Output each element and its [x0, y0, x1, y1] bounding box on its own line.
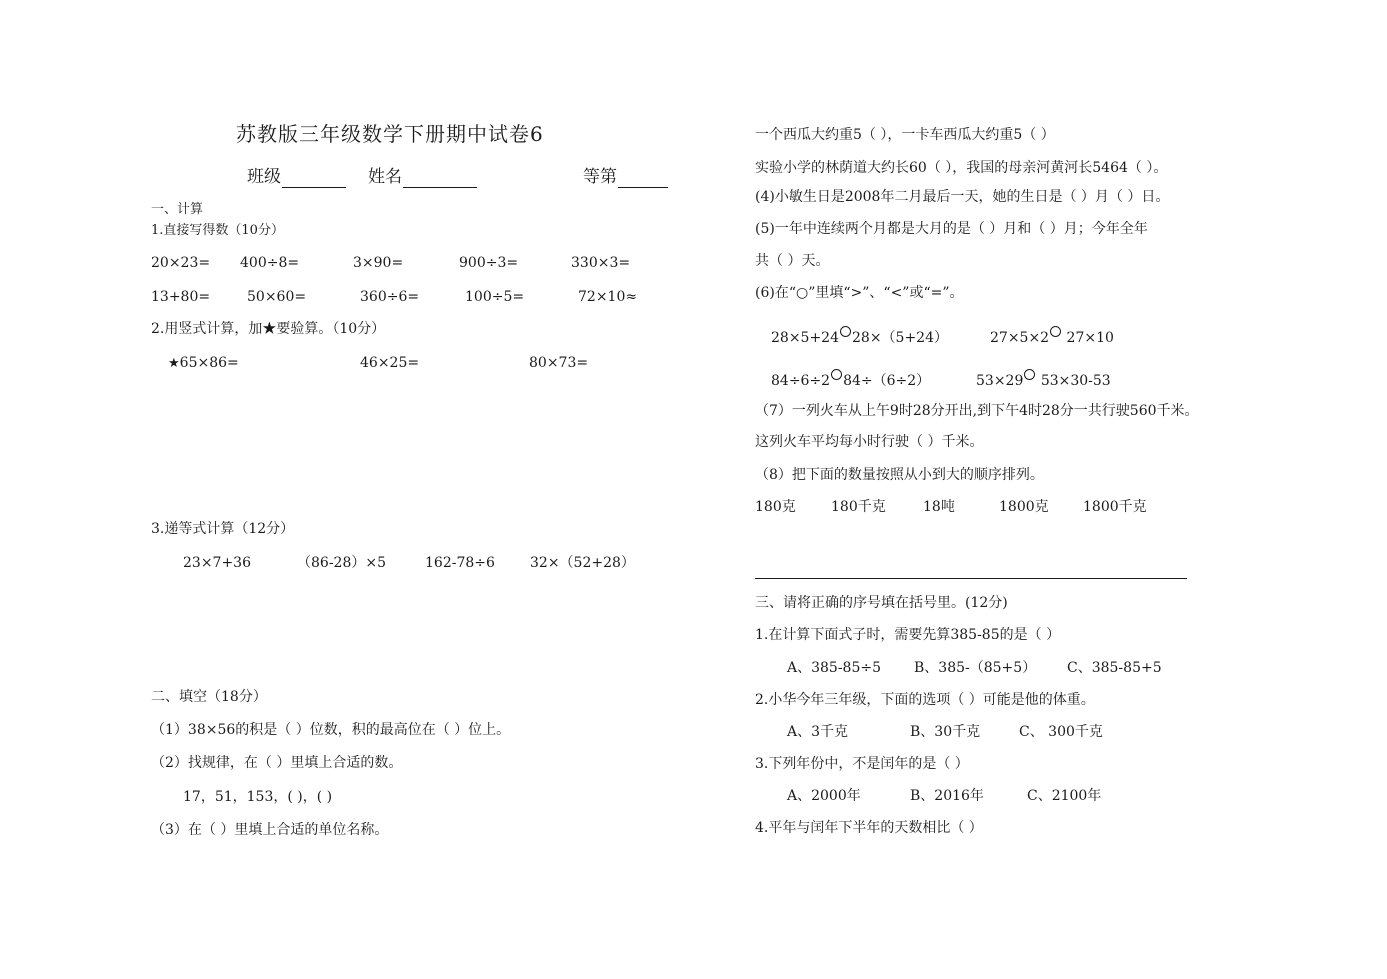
fill-question-7-cont: 这列火车平均每小时行驶（ ）千米。: [755, 434, 984, 450]
q3-item: （86-28）×5: [297, 555, 386, 571]
q1-item: 400÷8=: [240, 255, 300, 271]
compare-circle[interactable]: [831, 369, 842, 380]
q2-item-starred: [168, 354, 239, 373]
section-2-heading: 二、填空（18分）: [151, 689, 267, 705]
choice-question-1: 1.在计算下面式子时，需要先算385-85的是（ ）: [755, 627, 1061, 643]
fill-line: 一个西瓜大约重5（ ），一卡车西瓜大约重5（ ）: [755, 127, 1055, 143]
name-blank[interactable]: [403, 171, 477, 188]
quantity-item: 1800千克: [1083, 499, 1147, 515]
compare-item: [771, 326, 948, 347]
q1-item: 50×60=: [247, 289, 307, 305]
section-3-heading: 三、请将正确的序号填在括号里。(12分): [755, 595, 1008, 611]
compare-circle[interactable]: [1050, 326, 1061, 337]
choice-option: C、2100年: [1027, 788, 1102, 804]
choice-option: A、3千克: [787, 724, 849, 740]
compare-left: 84÷6÷2: [771, 373, 831, 389]
q1-item: 13+80=: [151, 289, 211, 305]
q1-item: 360÷6=: [360, 289, 420, 305]
q1-item: 72×10≈: [578, 289, 638, 305]
fill-line: 实验小学的林荫道大约长60（ ），我国的母亲河黄河长5464（ ）。: [755, 160, 1168, 176]
choice-option: C、385-85+5: [1067, 660, 1162, 676]
class-blank[interactable]: [282, 171, 346, 188]
compare-right: 53×30-53: [1040, 373, 1111, 389]
q1-heading: 1.直接写得数（10分）: [151, 223, 284, 238]
q1-item: 100÷5=: [465, 289, 525, 305]
class-field: [247, 166, 346, 188]
choice-option: B、2016年: [910, 788, 984, 804]
page-title: 苏教版三年级数学下册期中试卷6: [236, 122, 544, 146]
q2-item: 80×73=: [529, 355, 589, 371]
choice-question-4: 4.平年与闰年下半年的天数相比（ ）: [755, 820, 983, 836]
q3-item: 23×7+36: [183, 555, 251, 571]
compare-item: [976, 369, 1111, 390]
section-1-heading: 一、计算: [151, 202, 204, 217]
star-icon: ★: [168, 356, 180, 371]
compare-item: [990, 326, 1114, 347]
q2-item: 65×86=: [179, 355, 239, 371]
compare-right: 28×（5+24）: [852, 330, 948, 346]
compare-item: [771, 369, 930, 390]
fill-question-3: （3）在（ ）里填上合适的单位名称。: [151, 822, 389, 838]
choice-option: B、30千克: [910, 724, 981, 740]
quantity-item: 180千克: [831, 499, 886, 515]
fill-question-5-cont: 共（ ）天。: [755, 253, 830, 269]
q1-item: 3×90=: [353, 255, 404, 271]
choice-question-3: 3.下列年份中，不是闰年的是（ ）: [755, 756, 969, 772]
q3-item: 32×（52+28）: [530, 555, 635, 571]
grade-field: [583, 166, 668, 188]
q2-item: 46×25=: [360, 355, 420, 371]
quantity-item: 1800克: [999, 499, 1049, 515]
choice-question-2: 2.小华今年三年级，下面的选项（ ）可能是他的体重。: [755, 692, 1095, 708]
compare-circle[interactable]: [840, 326, 851, 337]
compare-circle[interactable]: [1024, 369, 1035, 380]
choice-option: C、 300千克: [1019, 724, 1103, 740]
grade-label: 等第: [583, 167, 617, 187]
name-field: [368, 166, 477, 188]
class-label: 班级: [247, 167, 281, 187]
fill-question-4: (4)小敏生日是2008年二月最后一天，她的生日是（ ）月（ ）日。: [755, 189, 1170, 205]
divider-line: [755, 578, 1187, 579]
choice-option: B、385-（85+5）: [914, 660, 1037, 676]
q1-item: 330×3=: [571, 255, 631, 271]
q1-item: 20×23=: [151, 255, 211, 271]
fill-question-7: （7）一列火车从上午9时28分开出,到下午4时28分一共行驶560千米。: [755, 403, 1199, 419]
choice-option: A、2000年: [787, 788, 861, 804]
compare-right: 84÷（6÷2）: [843, 373, 931, 389]
compare-left: 28×5+24: [771, 330, 839, 346]
fill-question-6: (6)在“○”里填“>”、“<”或“=”。: [755, 285, 964, 301]
q2-heading: 2.用竖式计算，加★要验算。（10分）: [151, 321, 386, 337]
choice-option: A、385-85÷5: [787, 660, 882, 676]
q3-heading: 3.递等式计算（12分）: [151, 521, 295, 537]
q1-item: 900÷3=: [459, 255, 519, 271]
fill-question-2-sequence: 17，51，153，( )，( ): [183, 789, 333, 805]
quantity-item: 180克: [755, 499, 796, 515]
fill-question-1: （1）38×56的积是（ ）位数，积的最高位在（ ）位上。: [151, 722, 511, 738]
grade-blank[interactable]: [618, 171, 668, 188]
name-label: 姓名: [368, 167, 402, 187]
compare-left: 27×5×2: [990, 330, 1050, 346]
fill-question-8: （8）把下面的数量按照从小到大的顺序排列。: [755, 467, 1044, 483]
fill-question-5: (5)一年中连续两个月都是大月的是（ ）月和（ ）月；今年全年: [755, 221, 1148, 237]
compare-left: 53×29: [976, 373, 1024, 389]
compare-right: 27×10: [1066, 330, 1114, 346]
quantity-item: 18吨: [923, 499, 955, 515]
q3-item: 162-78÷6: [425, 555, 495, 571]
fill-question-2: （2）找规律，在（ ）里填上合适的数。: [151, 755, 403, 771]
